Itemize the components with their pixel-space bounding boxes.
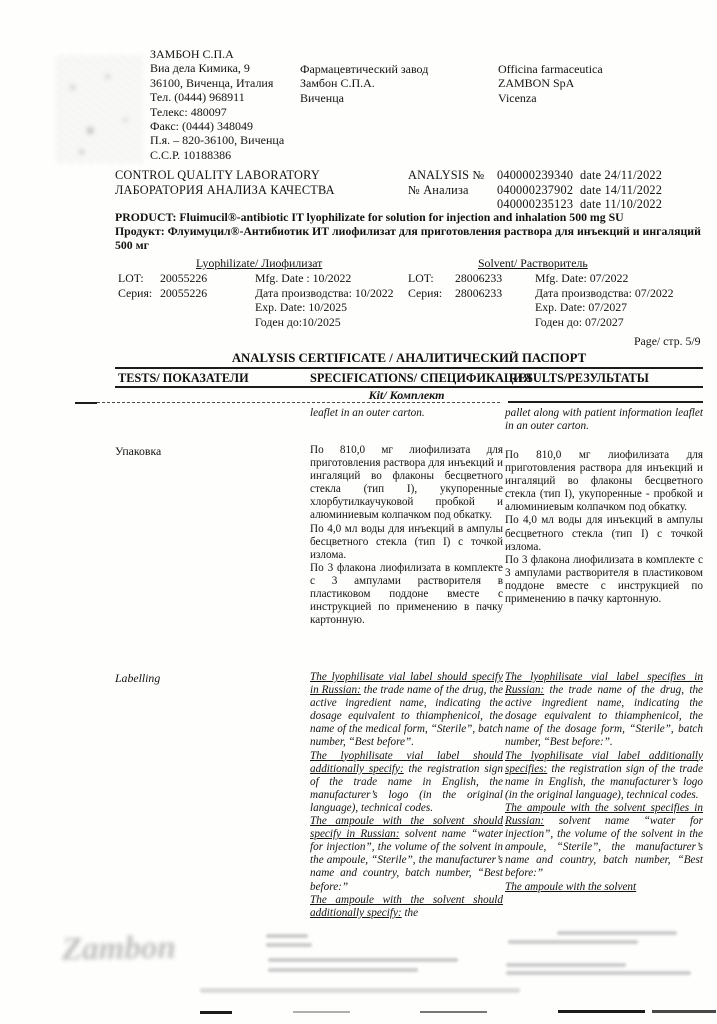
bottom-edge-mark [200,1011,232,1014]
lab-name-en: CONTROL QUALITY LABORATORY [115,168,320,182]
analysis-number: 040000237902 [497,182,574,197]
carryover-result-cell [505,407,703,433]
paragraph: The ampoule with the solvent specifies in Russian: solvent name “water for injection”, the volume of the solvent in the ampoule, “Sterile”, the manufacturer’s name and country, batch number, “Best before:” [505,801,703,880]
faint-print-fragment [506,971,691,975]
labelling-result-cell [505,671,703,894]
bottom-edge-mark [558,1010,645,1013]
lyo-mfg-date: Mfg. Date : 10/2022 [255,271,352,285]
paragraph: По 3 флакона лиофилизата в комплекте с 3 ампулами растворителя в пластиковом поддоне вместе с инструкцией по применению в пачку картонную. [505,553,703,606]
lab-names [115,168,395,197]
paragraph: По 4,0 мл воды для инъекций в ампулы бесцветного стекла (тип I) с точкой излома. [505,514,703,553]
paragraph: The ampoule with the solvent should additionally specify: the [310,893,503,919]
company-address-line: Факс: (0444) 348049 [150,119,253,134]
analysis-dates [580,168,690,212]
column-header-results: RESULTS/РЕЗУЛЬТАТЫ [509,371,649,385]
company-address-line: П.я. – 820-36100, Виченца [150,133,285,148]
company-address-line: Телекс: 480097 [150,104,227,119]
product-line-ru2: 500 мг [115,238,150,253]
analysis-labels [408,168,493,197]
scan-stamp-noise [55,55,143,163]
company-name: ЗАМБОН С.П.А [150,47,234,61]
solvent-heading: Solvent/ Растворитель [478,256,588,270]
table-top-rule [115,367,703,369]
packaging-spec-cell [310,444,503,627]
lyo-lot-label: LOT: [118,271,144,285]
column-header-specifications: SPECIFICATIONS/ СПЕЦИФИКАЦИЯ [310,371,532,385]
zambon-logo-watermark: Zambon [61,929,176,968]
plant-ru-line: Замбон С.П.А. [300,76,375,91]
letterhead-plant-it [498,62,668,105]
product-line-ru: Продукт: Флуимуцил®-Антибиотик ИТ лиофилизат для приготовления раствора для инъекций и ингаляций [115,224,701,239]
plant-it-line: Vicenza [498,90,537,105]
test-name-packaging: Упаковка [115,444,162,458]
lyo-lot-value: 20055226 [160,271,208,285]
faint-print-fragment [557,931,677,935]
sol-exp-date-ru: Годен до: 07/2027 [535,314,624,329]
packaging-result-cell [505,449,703,606]
bottom-edge-mark [293,1011,350,1013]
lyo-exp-date: Exp. Date: 10/2025 [255,300,348,315]
paragraph: The lyophilisate vial label additionally specifies: the registration sign of the trade name in English, the manufacturer’s logo (in the original language), technical codes. [505,749,703,801]
section-rule-results [508,401,703,403]
faint-print-fragment [506,963,626,967]
analysis-date: date 24/11/2022 [580,168,663,182]
labelling-spec-cell [310,671,503,920]
faint-print-fragment [266,934,308,938]
analysis-numbers [497,168,587,212]
column-header-tests: TESTS/ ПОКАЗАТЕЛИ [118,371,249,385]
faint-print-fragment [266,943,312,947]
bottom-edge-mark [420,1011,487,1013]
sol-series-value: 28006233 [455,286,503,300]
paragraph: По 810,0 мг лиофилизата для приготовления раствора для инъекций и ингаляций во флаконы бесцветного стекла (тип I), укупоренные - пробкой и алюминиевым колпачком под обкатку. [505,449,703,514]
lyo-mfg-date-ru: Дата производства: 10/2022 [255,285,394,300]
paragraph: pallet along with patient information leaflet in an outer carton. [505,407,703,433]
paragraph: The lyophilisate vial label should specify in Russian: the trade name of the drug, the active ingredient name, indicating the dosage equivalent to thiamphenicol, the name of the medical form, “Sterile”, batch number, “Best before”. [310,671,504,749]
company-address-line: С.С.Р. 10188386 [150,147,232,162]
certificate-title: ANALYSIS CERTIFICATE / АНАЛИТИЧЕСКИЙ ПАСПОРТ [231,351,587,365]
sol-dates [535,271,715,329]
sol-lot-value: 28006233 [455,271,503,285]
carryover-spec-cell [310,407,503,420]
paragraph: The ampoule with the solvent should specify in Russian: solvent name “water for injection”, the volume of the solvent in the ampoule, “Sterile”, the manufacturer’s name and country, batch number, “Best before:” [310,815,503,893]
sol-mfg-date: Mfg. Date: 07/2022 [535,271,629,285]
plant-it-line: Officina farmaceutica [498,62,603,76]
analysis-number: 040000239340 [497,168,574,182]
lyo-exp-date-ru: Годен до:10/2025 [255,314,341,329]
lyo-series-value: 20055226 [160,286,208,300]
section-heading-kit: Kit/ Комплект [368,388,445,402]
letterhead-company [150,47,310,162]
faint-print-fragment [200,988,520,993]
analysis-label-ru: № Анализа [408,182,469,197]
letterhead-plant-ru [300,62,470,105]
paragraph: The ampoule with the solvent [505,880,637,893]
section-rule-lead [75,402,97,404]
lab-name-ru: ЛАБОРАТОРИЯ АНАЛИЗА КАЧЕСТВА [115,182,335,197]
company-address-line: Виа дела Кимика, 9 [150,61,250,76]
sol-series-label: Серия: [408,286,443,300]
bottom-edge-mark [652,1010,716,1013]
analysis-number: 040000235123 [497,197,574,212]
sol-lot-label: LOT: [408,271,434,285]
paragraph: По 3 флакона лиофилизата в комплекте с 3 ампулами растворителя в пластиковом поддоне вместе с инструкцией по применению в пачку картонную. [310,561,503,627]
product-block [115,210,703,253]
sol-mfg-date-ru: Дата производства: 07/2022 [535,285,674,300]
lyophilizate-heading: Lyophilizate/ Лиофилизат [196,256,323,270]
paragraph: По 810,0 мг лиофилизата для приготовления раствора для инъекций и ингаляций во флаконы бесцветного стекла (тип I), укупоренные хлорбутилкаучуковой пробкой и алюминиевым колпачком под обкатку. [310,444,503,522]
product-line-en: PRODUCT: Fluimucil®-antibiotic IT lyophilizate for solution for injection and inhalation 500 mg SU [115,210,624,224]
section-rule-dashed [97,402,500,403]
faint-print-fragment [268,958,458,962]
test-name-labelling: Labelling [115,671,161,685]
company-address-line: 36100, Виченца, Италия [150,75,274,90]
plant-it-line: ZAMBON SpA [498,76,575,91]
lyo-series-label: Серия: [118,286,153,300]
analysis-date: date 14/11/2022 [580,182,663,197]
paragraph: leaflet in an outer carton. [310,407,425,419]
company-address-line: Тел. (0444) 968911 [150,90,245,105]
plant-ru-line: Виченца [300,90,344,105]
page-number: Page/ стр. 5/9 [634,334,701,348]
faint-print-fragment [508,940,638,944]
paragraph: По 4,0 мл воды для инъекций в ампулы бесцветного стекла (тип I) с точкой излома. [310,522,503,561]
sol-exp-date: Exp. Date: 07/2027 [535,300,628,315]
faint-print-fragment [268,968,418,972]
analysis-label-en: ANALYSIS № [408,168,485,182]
paragraph: The lyophilisate vial label specifies in Russian: the trade name of the drug, the active ingredient name, indicating the dosage equivalent to thiamphenicol, the name of the dosage form, “Sterile”, batch number, “Best before:”. [505,671,703,749]
analysis-date: date 11/10/2022 [580,197,663,212]
plant-ru-line: Фармацевтический завод [300,62,429,76]
paragraph: The lyophilisate vial label should additionally specify: the registration sign of the trade name in English, the manufacturer’s logo (in the original language), technical codes. [310,749,503,814]
